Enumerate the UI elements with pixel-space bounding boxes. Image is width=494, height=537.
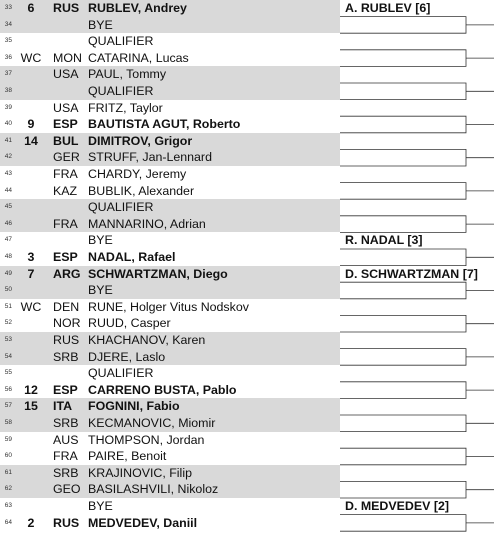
bracket-connector [340,83,494,100]
country-code: DEN [53,299,80,314]
draw-position-number: 62 [4,485,12,493]
player-name: QUALIFIER [88,84,154,98]
draw-position-number: 43 [4,170,12,177]
draw-position-number: 45 [4,203,12,211]
player-name: CATARINA, Lucas [88,50,189,65]
draw-position-number: 39 [4,103,12,111]
bracket-connector [340,448,494,465]
player-name: DIMITROV, Grigor [88,133,193,148]
player-name: MANNARINO, Adrian [88,216,206,231]
player-name: BYE [88,499,113,513]
country-code: FRA [53,167,78,181]
draw-position-number: 34 [4,20,12,28]
player-name: KRAJINOVIC, Filip [88,465,192,480]
bracket-connector [340,216,494,233]
draw-position-number: 49 [4,269,12,277]
player-name: BYE [88,17,113,32]
player-name: RUNE, Holger Vitus Nodskov [88,299,249,314]
draw-position-number: 37 [4,70,12,78]
bracket-connector [340,17,494,34]
player-name: BASILASHVILI, Nikoloz [88,482,219,497]
player-name: QUALIFIER [88,200,154,215]
bracket-connector [340,481,494,498]
bracket-connector [340,415,494,432]
player-name: KECMANOVIC, Miomir [88,416,216,430]
bracket-connector [340,282,494,299]
seed-label: 6 [27,1,35,15]
country-code: SRB [53,349,79,364]
draw-position-number: 54 [4,352,12,360]
country-code: GER [53,150,80,165]
draw-position-number: 33 [4,4,12,11]
country-code: GEO [53,482,81,497]
seed-label: 12 [24,382,38,397]
country-code: FRA [53,449,78,464]
bracket-connector [340,149,494,166]
player-name: PAUL, Tommy [88,67,167,82]
bracket-connector [340,50,494,67]
draw-position-number: 35 [4,37,12,45]
country-code: MON [53,50,82,65]
draw-position-number: 53 [4,336,12,343]
player-name: DJERE, Laslo [88,349,166,364]
country-code: BUL [53,133,79,148]
seed-label: 2 [27,515,35,530]
bracket-connector [340,349,494,366]
country-code: ARG [53,266,81,281]
country-code: AUS [53,432,79,447]
country-code: ITA [53,399,73,414]
country-code: USA [53,67,79,82]
country-code: RUS [53,333,80,347]
draw-position-number: 64 [4,518,12,526]
player-name: FRITZ, Taylor [88,100,163,115]
advancer-label: R. NADAL [3] [345,233,423,248]
draw-position-number: 51 [4,302,12,310]
player-name: CARRENO BUSTA, Pablo [88,382,237,397]
player-name: SCHWARTZMAN, Diego [88,266,228,281]
draw-position-number: 36 [4,53,12,61]
country-code: ESP [53,382,78,397]
draw-position-number: 55 [4,369,12,377]
draw-position-number: 40 [4,120,12,128]
draw-position-number: 63 [4,502,12,509]
seed-label: WC [20,50,42,65]
draw-position-number: 56 [4,385,12,393]
country-code: ESP [53,117,78,132]
player-name: PAIRE, Benoit [88,449,167,464]
country-code: ESP [53,250,78,264]
player-name: THOMPSON, Jordan [88,432,205,447]
player-name: CHARDY, Jeremy [88,167,187,181]
country-code: SRB [53,416,79,430]
player-name: QUALIFIER [88,34,154,49]
country-code: USA [53,100,79,115]
player-name: QUALIFIER [88,366,154,381]
draw-position-number: 46 [4,219,12,227]
player-name: BYE [88,283,113,298]
country-code: RUS [53,515,80,530]
player-name: NADAL, Rafael [88,250,176,264]
draw-position-number: 57 [4,402,12,410]
draw-position-number: 48 [4,253,12,260]
draw-position-number: 52 [4,319,12,327]
player-name: STRUFF, Jan-Lennard [88,150,212,165]
bracket-connector [340,116,494,133]
draw-position-number: 47 [4,236,12,244]
advancer-label: A. RUBLEV [6] [345,1,431,15]
seed-label: 7 [27,266,35,281]
draw-position-number: 58 [4,419,12,426]
draw-position-number: 38 [4,87,12,94]
advancer-label: D. MEDVEDEV [2] [345,499,449,513]
country-code: KAZ [53,183,78,198]
seed-label: 14 [24,133,38,148]
player-name: FOGNINI, Fabio [88,399,180,414]
player-name: BYE [88,233,113,248]
player-name: RUBLEV, Andrey [88,1,187,15]
draw-position-number: 41 [4,136,12,144]
player-name: KHACHANOV, Karen [88,333,206,347]
seed-label: 15 [24,399,38,414]
player-name: MEDVEDEV, Daniil [88,515,198,530]
seed-label: 3 [27,250,35,264]
advancer-label: D. SCHWARTZMAN [7] [345,266,478,281]
country-code: FRA [53,216,78,231]
country-code: SRB [53,465,79,480]
country-code: RUS [53,1,80,15]
bracket-connector [340,515,494,532]
country-code: NOR [53,316,81,331]
draw-position-number: 44 [4,186,12,194]
bracket-connector [340,315,494,332]
bracket-connector [340,183,494,200]
player-name: RUUD, Casper [88,316,171,331]
seed-label: 9 [27,117,35,132]
seed-label: WC [20,299,42,314]
player-name: BAUTISTA AGUT, Roberto [88,117,241,132]
draw-position-number: 59 [4,435,12,443]
bracket-connector [340,249,494,266]
bracket-connector [340,382,494,399]
draw-position-number: 50 [4,286,12,294]
draw-position-number: 61 [4,468,12,476]
draw-position-number: 60 [4,452,12,460]
player-name: BUBLIK, Alexander [88,183,195,198]
draw-position-number: 42 [4,153,12,161]
